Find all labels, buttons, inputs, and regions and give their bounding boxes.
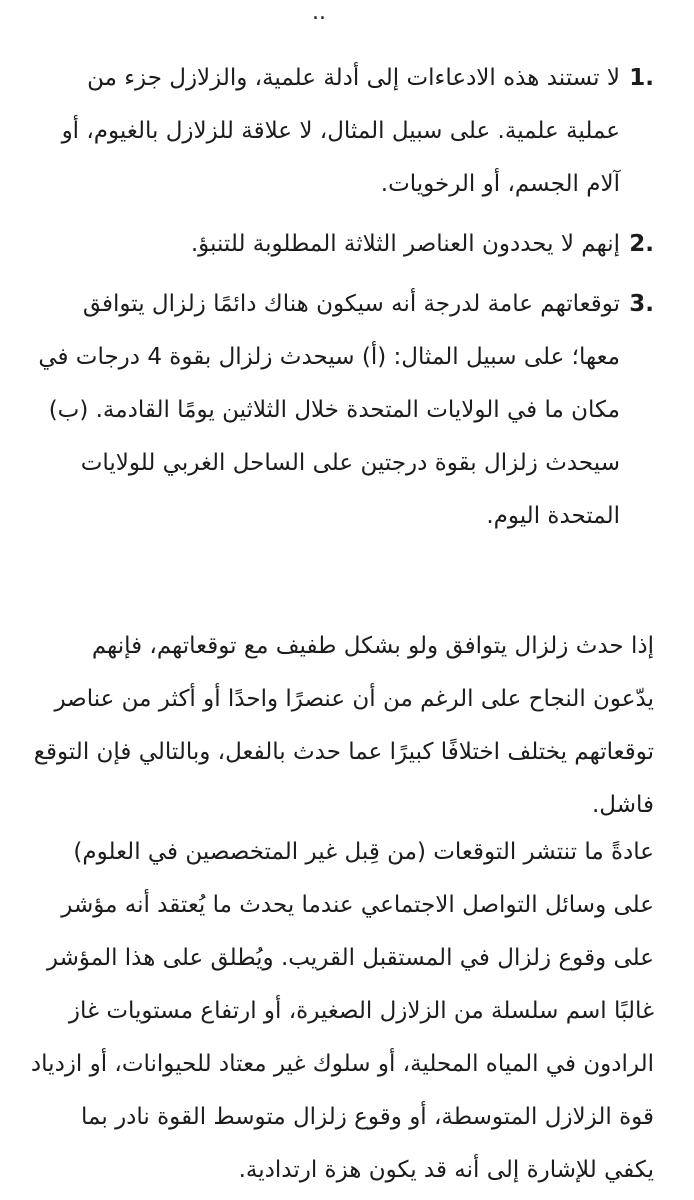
paragraph: إذا حدث زلزال يتوافق ولو بشكل طفيف مع توقعاتهم، فإنهم يدّعون النجاح على الرغم من أن عنصرًا واحدًا أو أكثر من عناصر توقعاتهم يختلف اختلافًا كبيرًا عما حدث بالفعل، وبالتالي فإن التوقع فاشل. xyxy=(33,633,654,818)
list-item xyxy=(30,218,654,271)
list-item-number: 2. xyxy=(629,231,654,257)
list-item xyxy=(30,52,654,211)
document-page xyxy=(30,0,654,1200)
list-item-number: 1. xyxy=(629,65,654,91)
numbered-list xyxy=(30,52,654,550)
list-item xyxy=(30,278,654,543)
top-mark: .. xyxy=(312,0,326,25)
list-item-text: توقعاتهم عامة لدرجة أنه سيكون هناك دائمًا زلزال يتوافق معها؛ على سبيل المثال: (أ) سيحدث زلزال بقوة 4 درجات في مكان ما في الولايات المتحدة خلال الثلاثين يومًا القادمة. (ب) سيحدث زلزال بقوة درجتين على الساحل الغربي للولايات المتحدة اليوم. xyxy=(38,291,620,529)
list-item-number: 3. xyxy=(629,291,654,317)
list-item-text: لا تستند هذه الادعاءات إلى أدلة علمية، والزلازل جزء من عملية علمية. على سبيل المثال، لا علاقة للزلازل بالغيوم، أو آلام الجسم، أو الرخويات. xyxy=(61,65,620,197)
list-item-text: إنهم لا يحددون العناصر الثلاثة المطلوبة للتنبؤ. xyxy=(190,231,620,257)
paragraph: عادةً ما تنتشر التوقعات (من قِبل غير المتخصصين في العلوم) على وسائل التواصل الاجتماعي عندما يحدث ما يُعتقد أنه مؤشر على وقوع زلزال في المستقبل القريب. ويُطلق على هذا المؤشر غالبًا اسم سلسلة من الزلازل الصغيرة، أو ارتفاع مستويات غاز الرادون في المياه المحلية، أو سلوك غير معتاد للحيوانات، أو ازدياد قوة الزلازل المتوسطة، أو وقوع زلزال متوسط القوة نادر بما يكفي للإشارة إلى أنه قد يكون هزة ارتدادية. xyxy=(30,839,654,1183)
